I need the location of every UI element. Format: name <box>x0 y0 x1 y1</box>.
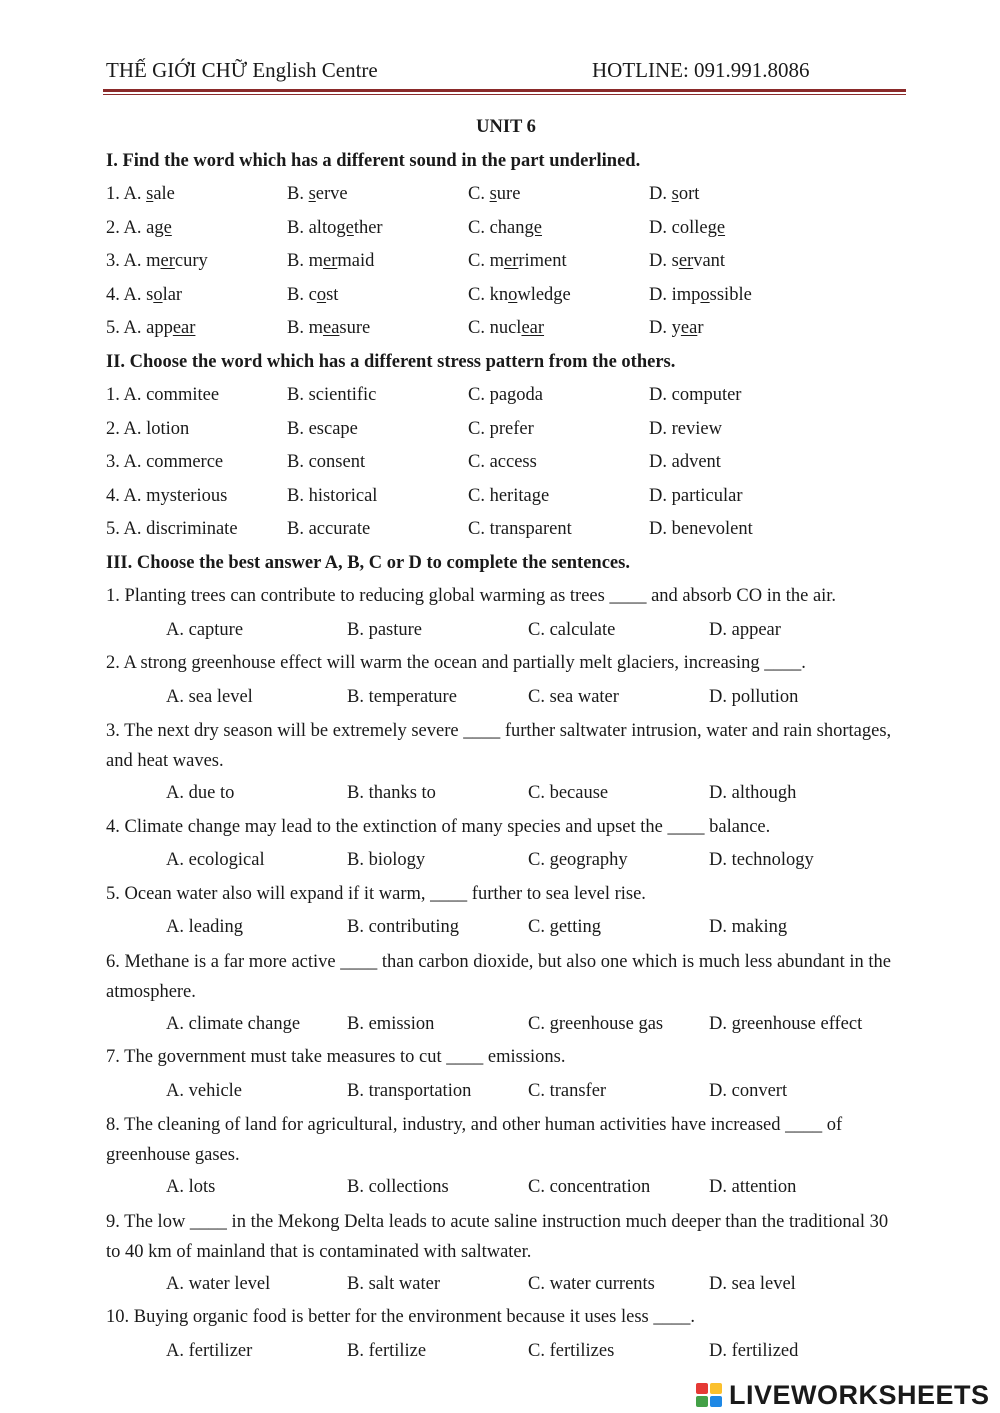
word-part: ssible <box>709 284 752 305</box>
answer-option: C. geography <box>528 850 628 870</box>
option-letter: B. <box>287 284 309 305</box>
option <box>649 381 741 409</box>
section2-question <box>106 515 906 549</box>
option-text: D. review <box>649 418 722 439</box>
answer-option: D. sea level <box>709 1273 796 1294</box>
answer-option: B. fertilize <box>347 1340 427 1361</box>
section1-question <box>106 214 906 248</box>
underlined-part: s <box>489 184 497 204</box>
underlined-part: s <box>146 184 154 204</box>
underlined-part: o <box>700 284 710 305</box>
answer-option: A. sea level <box>166 686 253 707</box>
option <box>287 515 370 543</box>
underlined-part: ge <box>707 217 726 238</box>
underlined-part: er <box>160 251 175 271</box>
word-part: s <box>671 251 679 271</box>
section2-question <box>106 482 906 516</box>
option-text: C. pagoda <box>468 385 544 405</box>
logo-text: LIVEWORKSHEETS <box>729 1380 990 1410</box>
option <box>106 381 219 409</box>
option-letter: A. <box>123 284 147 305</box>
answer-option: D. convert <box>709 1080 788 1101</box>
answer-option: A. leading <box>166 917 244 937</box>
underlined-part: ear <box>521 318 545 338</box>
option <box>287 415 358 443</box>
section2-question <box>106 448 906 482</box>
word-part: ure <box>496 184 521 204</box>
option <box>287 448 365 476</box>
word-part: m <box>489 251 504 271</box>
word-part: vant <box>693 251 726 271</box>
option <box>468 448 537 476</box>
option <box>649 415 722 443</box>
option-letter: C. <box>468 318 490 338</box>
option <box>468 415 534 443</box>
answer-option: B. thanks to <box>347 783 436 803</box>
option-text: A. lotion <box>123 418 190 439</box>
option <box>287 281 338 309</box>
question-number: 5. <box>106 318 124 338</box>
answer-option: A. climate change <box>166 1013 301 1034</box>
option-letter: A. <box>123 184 147 204</box>
option-letter: C. <box>468 217 490 238</box>
option-text: B. accurate <box>287 519 371 539</box>
question-number: 2. <box>106 217 124 238</box>
answer-option: C. calculate <box>528 619 616 640</box>
section1-questions <box>106 180 906 348</box>
option <box>649 448 721 476</box>
section3-questions <box>106 582 906 1370</box>
option-letter: C. <box>468 284 490 305</box>
option <box>468 515 572 543</box>
answer-option: B. salt water <box>347 1273 440 1294</box>
option-text: B. escape <box>287 418 358 439</box>
option <box>106 314 195 342</box>
question-number: 2. <box>106 418 124 439</box>
section2-heading: II. Choose the word which has a different stress pattern from the others. <box>106 351 676 372</box>
option <box>106 247 208 275</box>
answer-options <box>106 846 906 880</box>
question-number: 1. <box>106 385 124 405</box>
answer-option: A. lots <box>166 1177 216 1197</box>
option <box>287 482 377 510</box>
option-letter: D. <box>649 284 672 305</box>
word-part: wledge <box>517 284 571 305</box>
answer-option: C. concentration <box>528 1177 651 1197</box>
option <box>287 381 376 409</box>
option-text: B. scientific <box>287 385 377 405</box>
question-text: 8. The cleaning of land for agricultural, industry, and other human activities have increased ____ of greenhouse gases. <box>106 1115 843 1165</box>
word-part: riment <box>518 251 567 271</box>
option <box>649 214 725 242</box>
word-part: c <box>308 284 317 305</box>
option-letter: A. <box>123 251 147 271</box>
section2-questions <box>106 381 906 549</box>
centre-name: THẾ GIỚI CHỮ English Centre <box>106 58 378 82</box>
answer-option: B. contributing <box>347 917 460 937</box>
answer-option: B. biology <box>347 850 426 870</box>
section1-question <box>106 247 906 281</box>
page-header <box>106 58 906 88</box>
question-text: 5. Ocean water also will expand if it warm, ____ further to sea level rise. <box>106 883 646 904</box>
option-text: C. heritage <box>468 485 550 506</box>
word-part: lar <box>162 284 183 305</box>
answer-option: B. collections <box>347 1177 449 1197</box>
option <box>468 314 544 342</box>
option <box>287 247 374 275</box>
option-text: D. advent <box>649 452 721 472</box>
option-text: D. particular <box>649 485 743 506</box>
option-text: C. access <box>468 452 537 472</box>
word-part: sure <box>339 318 371 338</box>
answer-option: D. pollution <box>709 686 799 707</box>
header-rule-thin <box>103 94 906 95</box>
underlined-part: o <box>508 284 518 305</box>
answer-option: D. technology <box>709 850 814 870</box>
option-letter: B. <box>287 318 309 338</box>
option <box>106 515 238 543</box>
word-part: erve <box>315 184 348 204</box>
option <box>649 515 753 543</box>
section3-heading: III. Choose the best answer A, B, C or D to complete the sentences. <box>106 552 630 573</box>
option-text: A. commerce <box>123 452 224 472</box>
section2-question <box>106 415 906 449</box>
option <box>287 314 370 342</box>
underlined-part: ge <box>154 217 172 238</box>
option <box>106 281 182 309</box>
option-text: C. transparent <box>468 519 572 539</box>
answer-options <box>106 1077 906 1111</box>
answer-option: C. getting <box>528 917 601 937</box>
option-text: B. consent <box>287 452 366 472</box>
question-number: 3. <box>106 452 124 472</box>
option-text: A. discriminate <box>123 519 238 539</box>
underlined-part: er <box>322 251 338 271</box>
question-number: 1. <box>106 184 124 204</box>
answer-option: A. vehicle <box>166 1080 243 1101</box>
option-letter: C. <box>468 251 490 271</box>
option-letter: B. <box>287 217 309 238</box>
answer-options <box>106 1173 906 1207</box>
option <box>287 214 383 242</box>
question-text: 10. Buying organic food is better for the environment because it uses less ____. <box>106 1307 695 1327</box>
question-number: 4. <box>106 485 124 506</box>
question-text: 3. The next dry season will be extremely severe ____ further saltwater intrusion, water and rain shortages, and heat waves. <box>106 721 892 771</box>
option-letter: B. <box>287 251 309 271</box>
underlined-part: er <box>503 251 519 271</box>
option-letter: C. <box>468 184 490 204</box>
answer-option: B. temperature <box>347 686 457 707</box>
answer-option: A. capture <box>166 619 244 640</box>
underlined-part: o <box>153 284 163 305</box>
answer-option: B. emission <box>347 1013 435 1034</box>
option <box>468 281 571 309</box>
answer-option: A. ecological <box>166 850 265 870</box>
option <box>106 482 227 510</box>
answer-option: B. transportation <box>347 1080 472 1101</box>
underlined-part: ear <box>172 318 196 338</box>
underlined-part: s <box>671 184 679 204</box>
option-letter: B. <box>287 184 309 204</box>
word-part: st <box>326 284 339 305</box>
word-part: ale <box>153 184 175 204</box>
option <box>468 180 520 208</box>
option-letter: D. <box>649 184 672 204</box>
question-text: 4. Climate change may lead to the extinction of many species and upset the ____ balance. <box>106 816 771 837</box>
word-part: alto <box>308 217 337 238</box>
answer-option: D. greenhouse effect <box>709 1013 863 1034</box>
section1-question <box>106 281 906 315</box>
answer-options <box>106 1010 906 1044</box>
option <box>649 314 703 342</box>
question-number: 4. <box>106 284 124 305</box>
question-number: 3. <box>106 251 124 271</box>
answer-options <box>106 779 906 813</box>
underlined-part: ea <box>680 318 698 338</box>
underlined-part: o <box>316 284 327 305</box>
answer-option: B. pasture <box>347 619 423 640</box>
option <box>649 482 743 510</box>
option-text: A. mysterious <box>123 485 228 506</box>
answer-option: A. due to <box>166 783 235 803</box>
logo-grid-icon <box>695 1382 725 1408</box>
word-part: m <box>308 251 323 271</box>
section2-question <box>106 381 906 415</box>
section1-question <box>106 314 906 348</box>
option <box>468 482 549 510</box>
answer-options <box>106 1337 906 1371</box>
answer-option: C. because <box>528 783 609 803</box>
word-part: chan <box>489 217 525 238</box>
option <box>106 448 223 476</box>
underlined-part: ge <box>524 217 542 238</box>
option-text: C. prefer <box>468 418 534 439</box>
option <box>649 281 752 309</box>
answer-options <box>106 616 906 650</box>
option <box>106 180 175 208</box>
option <box>649 180 699 208</box>
question-number: 5. <box>106 519 124 539</box>
option-letter: D. <box>649 318 672 338</box>
option-letter: D. <box>649 251 672 271</box>
word-part: a <box>146 217 155 238</box>
word-part: y <box>671 318 681 338</box>
word-part: app <box>146 318 173 338</box>
answer-option: A. water level <box>166 1273 271 1294</box>
header-rule <box>103 89 906 92</box>
answer-option: D. attention <box>709 1177 797 1197</box>
question-text: 7. The government must take measures to cut ____ emissions. <box>106 1047 566 1067</box>
option-letter: A. <box>123 318 147 338</box>
underlined-part: er <box>678 251 694 271</box>
word-part: maid <box>337 251 375 271</box>
unit-title: UNIT 6 <box>476 117 536 137</box>
word-part: kn <box>489 284 509 305</box>
question-text: 1. Planting trees can contribute to reducing global warming as trees ____ and absorb CO in the air. <box>106 586 837 606</box>
answer-option: C. fertilizes <box>528 1340 615 1361</box>
underlined-part: ge <box>336 217 354 238</box>
option-text: D. computer <box>649 385 742 405</box>
worksheet-content <box>106 113 906 1370</box>
section1-question <box>106 180 906 214</box>
answer-option: D. making <box>709 917 788 937</box>
underlined-part: ea <box>322 318 340 338</box>
option <box>468 247 567 275</box>
option <box>287 180 348 208</box>
question-text: 6. Methane is a far more active ____ than carbon dioxide, but also one which is much less abundant in the atmosphere. <box>106 951 892 1002</box>
question-text: 2. A strong greenhouse effect will warm the ocean and partially melt glaciers, increasing ____. <box>106 653 806 673</box>
answer-options <box>106 913 906 947</box>
answer-option: D. although <box>709 783 797 803</box>
underlined-part: s <box>308 184 316 204</box>
option-text: A. commitee <box>123 385 220 405</box>
word-part: r <box>697 318 704 338</box>
option-letter: D. <box>649 217 672 238</box>
answer-option: C. sea water <box>528 686 619 707</box>
answer-option: A. fertilizer <box>166 1340 253 1361</box>
word-part: cury <box>174 251 208 271</box>
hotline: HOTLINE: 091.991.8086 <box>592 58 810 82</box>
answer-option: C. transfer <box>528 1080 607 1101</box>
answer-option: D. fertilized <box>709 1340 799 1361</box>
word-part: imp <box>671 284 701 305</box>
word-part: ort <box>678 184 700 204</box>
section1-heading: I. Find the word which has a different sound in the part underlined. <box>106 150 641 171</box>
option <box>649 247 725 275</box>
option <box>106 214 172 242</box>
option-text: B. historical <box>287 485 378 506</box>
liveworksheets-logo <box>695 1378 995 1412</box>
answer-option: D. appear <box>709 619 781 640</box>
answer-options <box>106 683 906 717</box>
word-part: m <box>308 318 323 338</box>
answer-option: C. water currents <box>528 1273 655 1294</box>
word-part: nucl <box>489 318 522 338</box>
question-text: 9. The low ____ in the Mekong Delta leads to acute saline instruction much deeper than the traditional 30 to 40 km of mainland that is contaminated with saltwater. <box>106 1211 889 1262</box>
word-part: s <box>146 284 154 305</box>
word-part: ther <box>353 217 383 238</box>
word-part: colle <box>671 217 708 238</box>
answer-options <box>106 1270 906 1304</box>
option <box>106 415 189 443</box>
option-letter: A. <box>123 217 147 238</box>
option <box>468 214 542 242</box>
answer-option: C. greenhouse gas <box>528 1013 664 1034</box>
option <box>468 381 543 409</box>
word-part: m <box>146 251 161 271</box>
option-text: D. benevolent <box>649 519 753 539</box>
